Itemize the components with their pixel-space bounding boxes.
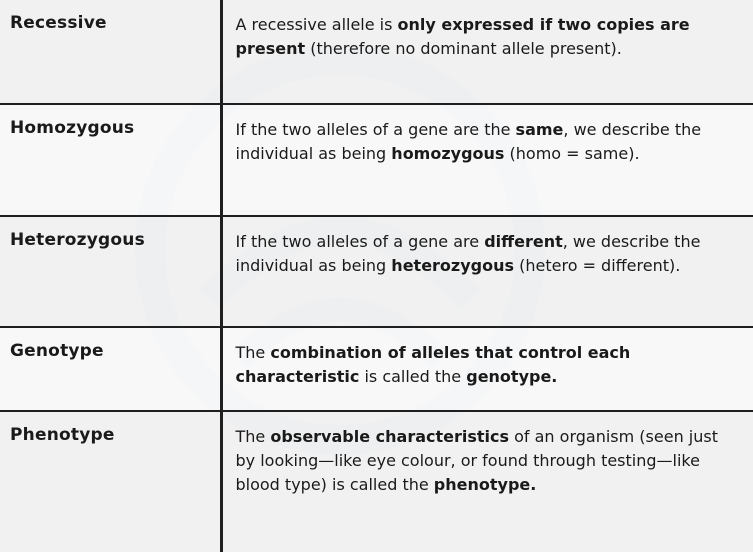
bold-term-text: heterozygous	[391, 256, 515, 275]
bold-term-text: homozygous	[391, 144, 505, 163]
term-cell: Heterozygous	[0, 216, 221, 327]
term-cell: Recessive	[0, 0, 221, 104]
definition-text: , we describe the individual as being	[235, 232, 701, 275]
definition-text: A recessive allele is	[235, 15, 398, 34]
definition-text: If the two alleles of a gene are	[235, 232, 485, 251]
term-cell: Genotype	[0, 327, 221, 411]
definition-text: (therefore no dominant allele present).	[305, 39, 622, 58]
definition-text: The	[235, 427, 271, 446]
definition-text: is called the	[359, 367, 467, 386]
bold-term-text: observable characteristics	[270, 427, 510, 446]
definition-cell	[221, 411, 753, 552]
definition-text: of an organism (seen just by looking—like eye colour, or found through testing—like blood type) is called the	[235, 427, 718, 494]
definition-text: (homo = same).	[504, 144, 640, 163]
definition-cell	[221, 0, 753, 104]
definition-cell	[221, 327, 753, 411]
bold-term-text: only expressed if two copies are present	[235, 15, 690, 58]
table-row	[0, 216, 753, 327]
table-row	[0, 104, 753, 216]
term-cell: Phenotype	[0, 411, 221, 552]
bold-term-text: genotype.	[466, 367, 558, 386]
definition-cell	[221, 104, 753, 216]
bold-term-text: same	[515, 120, 564, 139]
table-row	[0, 327, 753, 411]
bold-term-text: combination of alleles that control each characteristic	[235, 343, 631, 386]
table-row	[0, 411, 753, 552]
table-row	[0, 0, 753, 104]
bold-term-text: different	[484, 232, 563, 251]
term-cell: Homozygous	[0, 104, 221, 216]
definition-text: (hetero = different).	[514, 256, 681, 275]
bold-term-text: phenotype.	[433, 475, 537, 494]
definition-text: , we describe the individual as being	[235, 120, 702, 163]
definition-text: If the two alleles of a gene are the	[235, 120, 516, 139]
definition-cell	[221, 216, 753, 327]
definition-text: The	[235, 343, 271, 362]
